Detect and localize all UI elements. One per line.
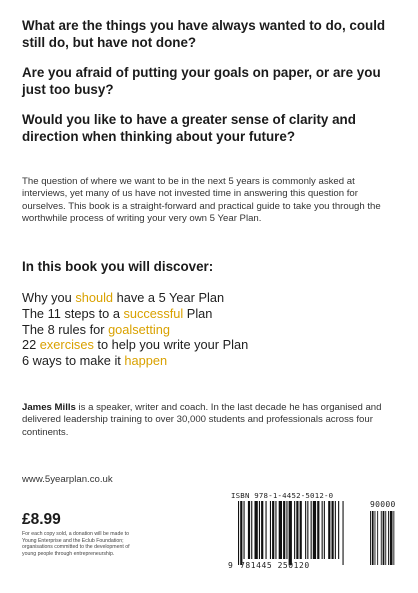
discover-heading: In this book you will discover: — [22, 259, 214, 274]
barcode-bars — [230, 501, 398, 565]
item-text: 22 — [22, 337, 40, 353]
isbn-number: ISBN 978-1-4452-5012-0 — [231, 491, 334, 500]
barcode — [226, 489, 398, 577]
barcode-main-digits: 781445 250120 — [240, 561, 310, 570]
author-bio — [22, 402, 398, 439]
item-text: to help you write your Plan — [93, 337, 249, 353]
question-3: Would you like to have a greater sense of clarity and direction when thinking about your future? — [22, 112, 356, 144]
discover-item — [22, 290, 402, 306]
author-bio-text: is a speaker, writer and coach. In the last decade he has organised and delivered leadership training to over 30,000 students and professionals across four continents. — [22, 402, 382, 438]
item-text: Plan — [183, 305, 213, 321]
barcode-addon-digits: 90000 — [370, 500, 396, 509]
discover-item — [22, 353, 402, 369]
discover-item — [22, 337, 402, 353]
discover-item — [22, 322, 402, 338]
donation-note: For each copy sold, a donation will be made to Young Enterprise and the Eclub Foundation; organisations committed to the development of young people through entrepreneurship. — [22, 531, 130, 557]
barcode-first-digit: 9 — [228, 561, 233, 570]
intro-paragraph: The question of where we want to be in the next 5 years is commonly asked at interviews, yet many of us have not invested time in answering this question for ourselves. This book is a straight-forward and practical guide to take you through the worthwhile process of writing your very own 5 Year Plan. — [22, 176, 381, 225]
questions-block — [22, 18, 402, 160]
website-link[interactable]: www.5yearplan.co.uk — [22, 474, 113, 485]
item-text: Why you — [22, 290, 76, 305]
item-text: The 8 rules for — [22, 321, 109, 337]
question-1: What are the things you have always wanted to do, could still do, but have not done? — [22, 18, 386, 50]
item-text: have a 5 Year Plan — [113, 290, 225, 305]
discover-item — [22, 306, 402, 322]
item-highlight: happen — [124, 353, 168, 369]
item-highlight: successful — [123, 305, 184, 321]
author-name: James Mills — [22, 402, 76, 413]
discover-list — [22, 290, 402, 369]
question-2: Are you afraid of putting your goals on paper, or are you just too busy? — [22, 65, 381, 97]
price: £8.99 — [22, 511, 61, 528]
item-text: 6 ways to make it — [22, 353, 125, 369]
item-highlight: goalsetting — [108, 321, 170, 337]
item-highlight: should — [75, 290, 114, 305]
item-text: The 11 steps to a — [22, 305, 124, 321]
item-highlight: exercises — [39, 337, 94, 353]
